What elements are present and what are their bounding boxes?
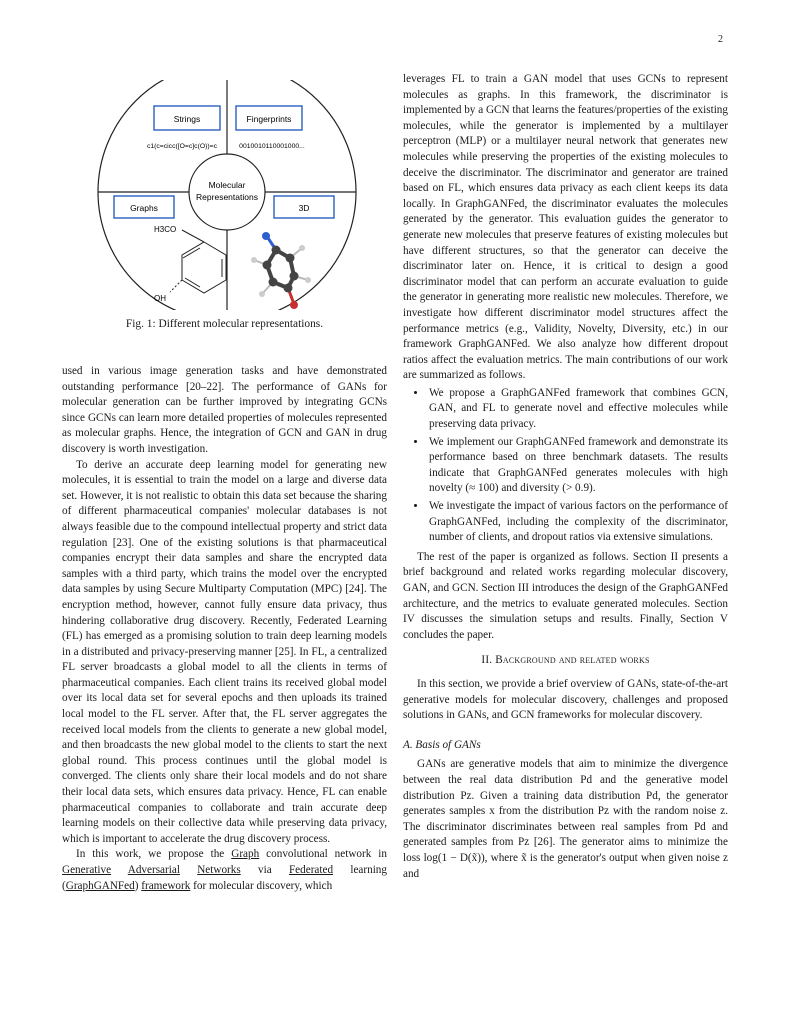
3d-label: 3D bbox=[298, 203, 310, 213]
left-paragraph-1: used in various image generation tasks and have demonstrated outstanding performance [20–22]. The performance of GANs for molecular generation can be further improved by integrating GCNs since GCNs can learn more detailed properties of molecules represented as molecular graphs. Hence, the integration of GCN and GAN in drug discovery is worth investigation. bbox=[62, 365, 387, 455]
center-label-1: Molecular bbox=[208, 180, 246, 190]
contributions-list bbox=[403, 386, 728, 546]
contribution-item: • We implement our GraphGANFed framework and demonstrate its performance based on three benchmark datasets. The results indicate that GraphGANFed generates molecules with high novelty (≈ 100) and diversity (> 0.9). bbox=[427, 435, 728, 497]
contribution-item: • We investigate the impact of various factors on the performance of GraphGANFed, including the complexity of the discriminator, number of clients, and dropout ratios via extensive simulations. bbox=[427, 499, 728, 546]
fingerprints-label: Fingerprints bbox=[246, 114, 292, 124]
right-paragraph-4: GANs are generative models that aim to minimize the divergence between the real data distribution Pd and the generative model distribution Pz. Given a training data distribution Pd, the generator generates samples x from the distribution Pz with the random noise z. The discriminator discriminates between real samples from Pd and generated samples from Pz [26]. The generator aims to minimize the loss log(1 − D(x̃)), where x̃ is the generator's output when given noise z and bbox=[403, 758, 728, 880]
benzene-graph bbox=[170, 230, 226, 293]
center-label-2: Representations bbox=[196, 192, 258, 202]
fingerprint-bits: 0010010110001000... bbox=[239, 143, 305, 150]
underline-adversarial: Adversarial bbox=[127, 864, 180, 876]
section-heading: II. Background and related works bbox=[481, 654, 650, 667]
strings-label: Strings bbox=[173, 114, 201, 124]
right-paragraph-3: In this section, we provide a brief overview of GANs, state-of-the-art generative models for molecular discovery, challenges and proposed solutions in GANs, and GCN frameworks for molecular discovery. bbox=[403, 677, 728, 722]
underline-networks: Networks bbox=[197, 864, 241, 876]
left-paragraph-3: In this work, we propose the Graph convolutional network in Generative Adversarial Networks via Federated learning (GraphGANFed) framework for molecular discovery, which bbox=[62, 848, 387, 892]
graphs-label: Graphs bbox=[130, 203, 158, 213]
h3co-label: H3CO bbox=[154, 225, 177, 234]
figure-diagram bbox=[62, 80, 387, 310]
figure-caption: Fig. 1: Different molecular representations. bbox=[125, 318, 324, 330]
left-paragraph-2: To derive an accurate deep learning model for generating new molecules, it is essential to train the model on a large and diverse data set. However, it is not realistic to obtain this data set because the sharing of different pharmaceutical companies' molecular databases is not always feasible due to the compound intellectual property and strict data regulation [23]. One of the existing solutions is that pharmaceutical companies encrypt their data samples and share the encrypted data samples with a third party, which trains the model over the encrypted data samples by using Secure Multiparty Computation (MPC) [24]. The encryption method, however, cannot fully ensure data privacy, thus hindering collaborative drug discovery. Recently, Federated Learning (FL) has emerged as a promising solution to train deep learning models in a distributed and privacy-preserving manner [25]. In FL, a centralized FL server broadcasts a global model to all the clients in terms of pharmaceutical companies. Each client trains its received global model over its local data set for several epochs and then uploads its trained local model to the FL server. After that, the FL server aggregates the received local models from the clients to generate a new global model, and then broadcasts the new global model to the clients to start the next global round. This process continues until the global model is converged. The clients only share their local models and do not share their local data sets, which ensures data privacy. Hence, FL can enable pharmaceutical companies to collaborate and train accurate deep learning models on their collective data while preserving data privacy, which is important to accelerate the drug discovery process. bbox=[62, 458, 387, 845]
smiles-string: c1(c=cicc([O=c]c(O))=c bbox=[146, 143, 218, 150]
oh-label: OH bbox=[154, 294, 166, 303]
underline-federated: Federated bbox=[288, 864, 334, 876]
underline-framework: framework bbox=[141, 879, 191, 892]
right-paragraph-2: The rest of the paper is organized as follows. Section II presents a brief background and related works regarding molecular discovery, GAN, and GCN. Section III introduces the design of the GraphGANFed architecture, and the metrics to evaluate generated molecules. Section IV discusses the simulation setups and results. Finally, Section V concludes the paper. bbox=[403, 550, 728, 641]
underline-graphganfed: GraphGANFed bbox=[65, 879, 135, 892]
left-column bbox=[62, 364, 387, 894]
figure-molecular-representations bbox=[62, 80, 387, 350]
right-column bbox=[403, 72, 728, 882]
page-number: 2 bbox=[718, 34, 723, 45]
right-paragraph-1: leverages FL to train a GAN model that uses GCNs to represent molecules as graphs. In this framework, the discriminator is implemented by a GCN that learns the features/properties of the existing molecules, while the generator is implemented by a multilayer perceptron (MLP) or a multilayer neural network that generates new molecules while preserving the properties of the existing molecules to deceive the discriminator. The discriminator and generator are trained based on FL, which ensures data privacy as each client keeps its data locally. In GraphGANFed, the discriminator evaluates the molecules generated by the generator. This evaluation guides the generator to generate new molecules that preserve features of existing molecules but have different structures, so that the generator can deceive the discriminator later on. Hence, it is critical to design a good discriminator model that can perform an accurate evaluation to guide the generator in generating more realistic new molecules. Therefore, we investigate how different discriminator model structures affect the performance metrics (e.g., Validity, Novelty, Diversity, etc.) in our framework GraphGANFed. We also analyze how different dropout ratios affect the evaluation metrics. The main contributions of our work are summarized as follows. bbox=[403, 73, 728, 382]
underline-graph: Graph bbox=[231, 848, 260, 861]
contribution-item: • We propose a GraphGANFed framework that combines GCN, GAN, and FL to generate novel and effective molecules while preserving data privacy. bbox=[427, 386, 728, 433]
underline-generative: Generative bbox=[62, 864, 112, 876]
subsection-heading: A. Basis of GANs bbox=[403, 738, 481, 751]
